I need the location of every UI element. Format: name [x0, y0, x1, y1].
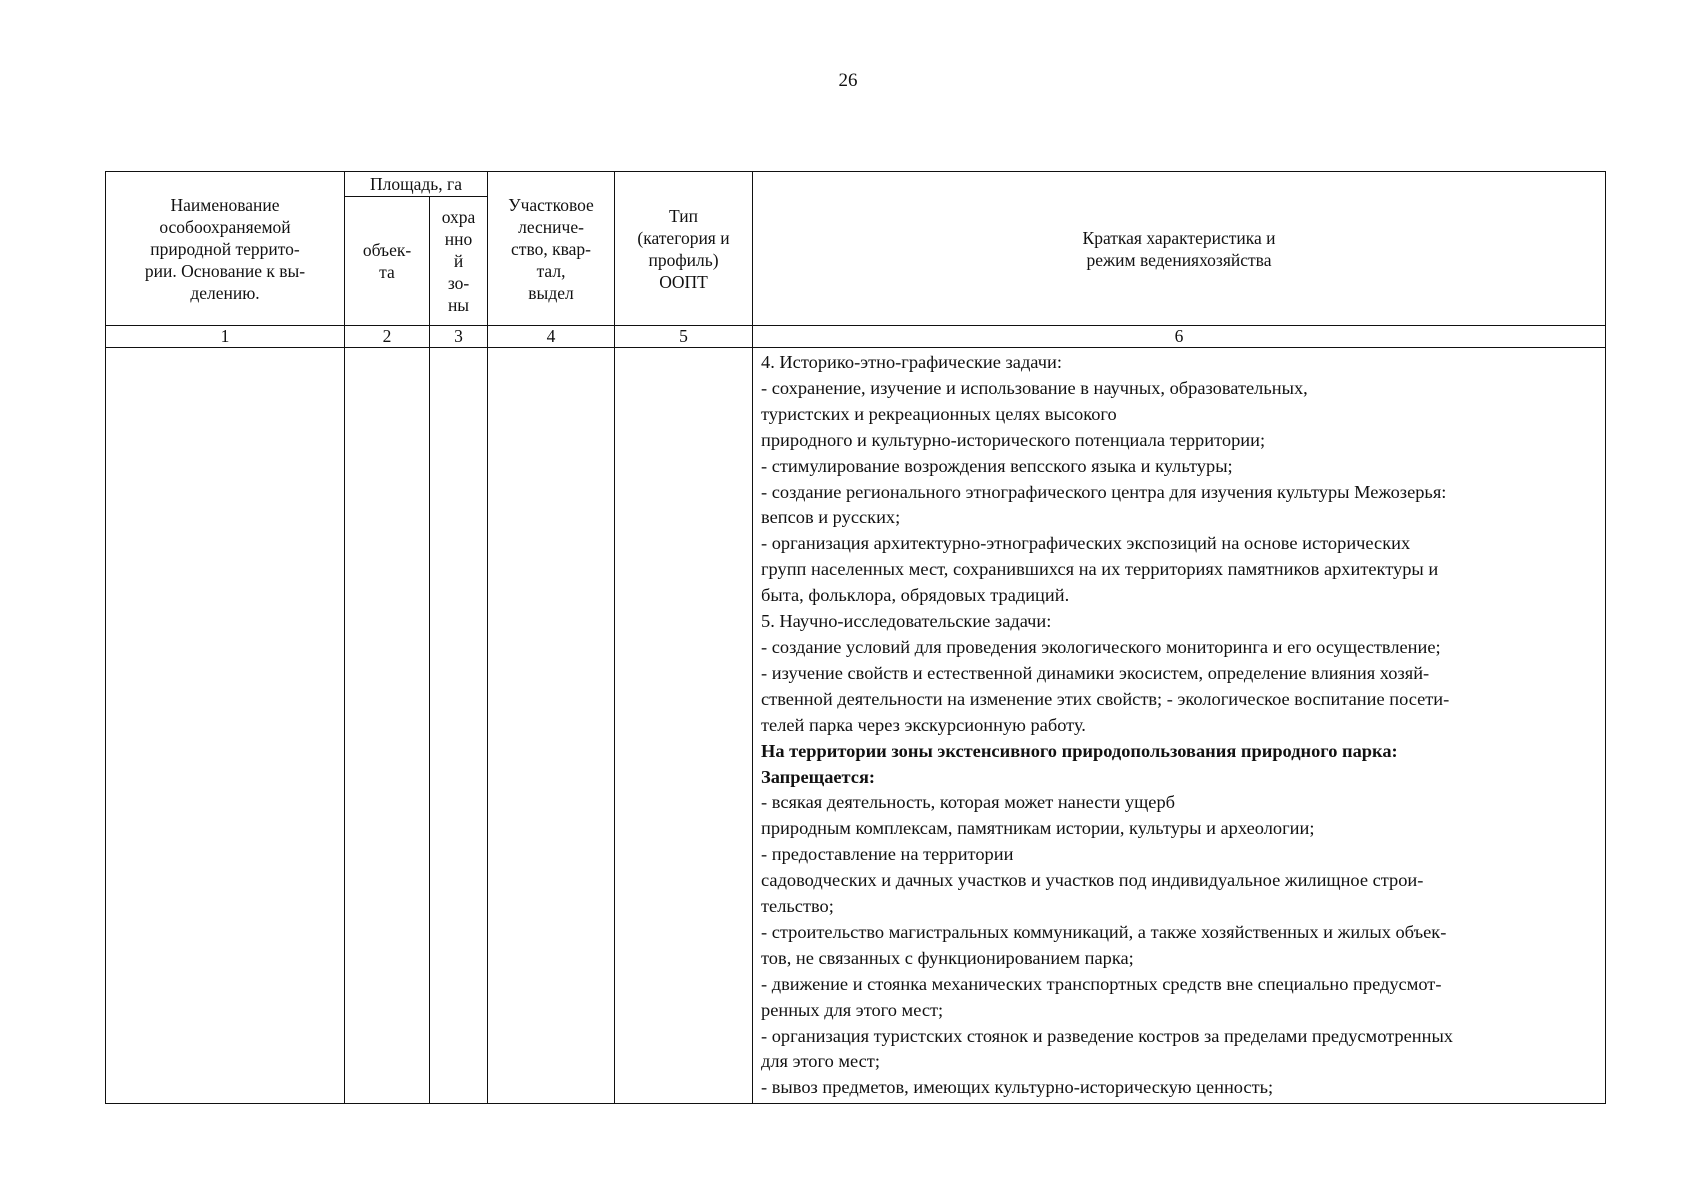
characteristics-line: - изучение свойств и естественной динамики экосистем, определение влияния хозяй-: [761, 662, 1430, 683]
page-number: 26: [838, 70, 858, 91]
header-text-line: Тип: [669, 205, 698, 226]
characteristics-line: - создание условий для проведения экологического мониторинга и его осуществление;: [761, 636, 1441, 657]
header-text-line: объек-: [362, 240, 412, 260]
cell-type: [615, 348, 753, 1104]
characteristics-line: для этого мест;: [761, 1051, 880, 1072]
header-text-line: нно: [444, 229, 473, 249]
cell-name-basis: [106, 348, 345, 1104]
cell-forestry: [488, 348, 615, 1104]
characteristics-line: 4. Историко-этно-графические задачи:: [761, 352, 1062, 372]
column-number: 2: [345, 326, 430, 348]
characteristics-line: 5. Научно-исследовательские задачи:: [761, 611, 1052, 632]
column-number: 6: [753, 326, 1606, 348]
characteristics-line: телей парка через экскурсионную работу.: [761, 714, 1086, 735]
header-text-line: делению.: [190, 282, 260, 303]
characteristics-line: - организация архитектурно-этнографических экспозиций на основе исторических: [761, 533, 1411, 554]
column-number: 5: [615, 326, 753, 348]
characteristics-line: тельство;: [761, 896, 834, 917]
characteristics-line: - всякая деятельность, которая может нанести ущерб: [761, 792, 1176, 813]
header-text-line: ООПТ: [659, 271, 708, 292]
characteristics-line: ренных для этого мест;: [761, 999, 944, 1020]
characteristics-line: - движение и стоянка механических транспортных средств вне специально предусмот-: [761, 973, 1442, 994]
header-text-line: ны: [447, 295, 470, 315]
characteristics-heading-line: Запрещается:: [761, 766, 876, 787]
header-text-line: Наименование: [170, 194, 280, 215]
header-text-line: та: [379, 262, 395, 282]
characteristics-line: вепсов и русских;: [761, 507, 901, 528]
characteristics-line: ственной деятельности на изменение этих свойств; - экологическое воспитание посети-: [761, 688, 1450, 709]
header-name-basis: [106, 172, 345, 326]
characteristics-line: - предоставление на территории: [761, 844, 1014, 865]
characteristics-heading-line: На территории зоны экстенсивного природопользования природного парка:: [761, 740, 1398, 761]
characteristics-line: - организация туристских стоянок и разведение костров за пределами предусмотренных: [761, 1025, 1454, 1046]
characteristics-line: быта, фольклора, обрядовых традиций.: [761, 585, 1070, 606]
column-number-row: [106, 326, 1606, 348]
header-text-line: (категория и: [637, 227, 730, 248]
characteristics-line: - вывоз предметов, имеющих культурно-историческую ценность;: [761, 1077, 1274, 1098]
header-text-line: охра: [441, 207, 476, 227]
cell-zone-area: [430, 348, 488, 1104]
table-row: [106, 348, 1606, 1104]
characteristics-line: - строительство магистральных коммуникаций, а также хозяйственных и жилых объек-: [761, 921, 1447, 942]
header-text-line: особоохраняемой: [159, 216, 291, 237]
header-characteristics: [753, 172, 1606, 326]
header-text-line: природной террито-: [150, 238, 300, 259]
characteristics-line: туристских и рекреационных целях высокого: [761, 403, 1117, 424]
characteristics-line: - стимулирование возрождения вепсского языка и культуры;: [761, 455, 1233, 476]
header-protection-zone-area: [430, 197, 488, 326]
column-number: 4: [488, 326, 615, 348]
column-number: 1: [106, 326, 345, 348]
cell-object-area: [345, 348, 430, 1104]
header-text-line: зо-: [447, 273, 470, 293]
characteristics-line: садоводческих и дачных участков и участков под индивидуальное жилищное строи-: [761, 870, 1424, 891]
header-text-line: выдел: [528, 282, 574, 303]
header-text-line: лесниче-: [518, 216, 584, 237]
header-text-line: рии. Основание к вы-: [144, 260, 306, 281]
protected-areas-table: [105, 171, 1606, 1104]
header-text-line: й: [453, 251, 464, 271]
header-object-area: [345, 197, 430, 326]
header-text-line: Участковое: [508, 194, 594, 215]
characteristics-line: групп населенных мест, сохранившихся на их территориях памятников архитектуры и: [761, 559, 1439, 580]
characteristics-line: тов, не связанных с функционированием парка;: [761, 947, 1134, 968]
header-text-line: тал,: [536, 260, 566, 281]
table-header-row: [106, 172, 1606, 197]
header-area-group: Площадь, га: [345, 172, 488, 197]
header-text-line: ство, квар-: [511, 238, 591, 259]
header-text-line: режим веденияхозяйства: [1086, 249, 1272, 270]
header-type: [615, 172, 753, 326]
column-number: 3: [430, 326, 488, 348]
characteristics-line: природным комплексам, памятникам истории, культуры и археологии;: [761, 818, 1315, 839]
characteristics-line: природного и культурно-исторического потенциала территории;: [761, 429, 1266, 450]
header-text-line: Краткая характеристика и: [1082, 227, 1276, 248]
header-text-line: профиль): [648, 249, 719, 270]
characteristics-line: - сохранение, изучение и использование в научных, образовательных,: [761, 377, 1308, 398]
characteristics-line: - создание регионального этнографического центра для изучения культуры Межозерья:: [761, 481, 1447, 502]
cell-characteristics: [753, 348, 1606, 1104]
header-forestry: [488, 172, 615, 326]
